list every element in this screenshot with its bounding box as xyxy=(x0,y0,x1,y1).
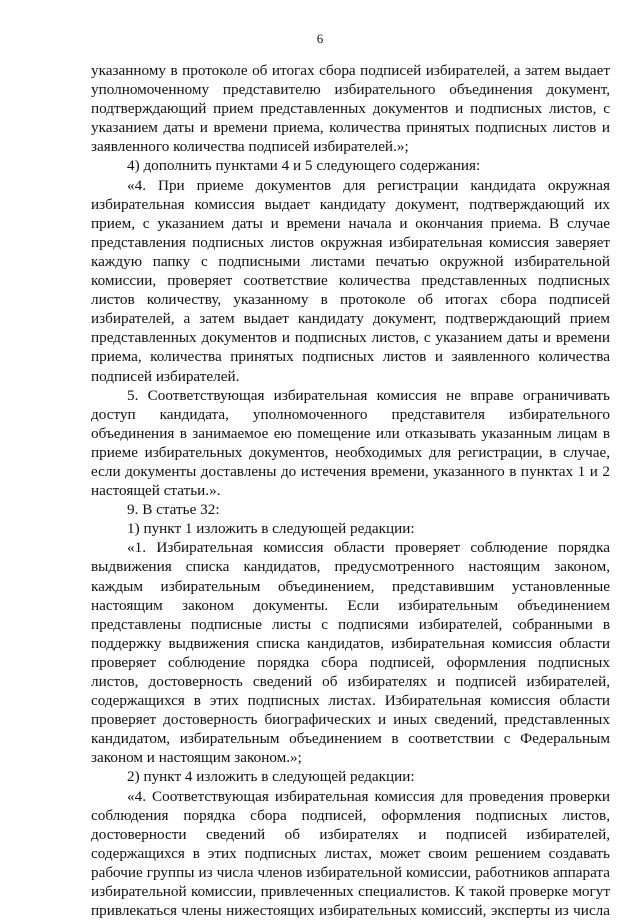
paragraph xyxy=(91,156,610,175)
text-line: «4. Соответствующая избирательная комиссия для проведения проверки xyxy=(127,787,610,805)
text-line: каждую папку с подписными листами печатью окружной избирательной xyxy=(91,252,610,270)
text-line: соблюдения порядка сбора подписей, оформления подписных листов, xyxy=(91,806,610,824)
text-line: рабочие группы из числа членов избирательной комиссии, работников аппарата xyxy=(91,863,610,881)
text-line: прием, с указанием даты и времени начала и окончания приема. В случае xyxy=(91,214,610,232)
text-line: уполномоченному представителю избирательного объединения документ, xyxy=(91,81,610,99)
text-line: 9. В статье 32: xyxy=(127,501,220,519)
text-line: привлекаться члены нижестоящих избирательных комиссий, эксперты из числа xyxy=(91,902,610,920)
text-line: представленных документов и подписных листов, с указанием даты и времени xyxy=(91,329,610,347)
paragraph xyxy=(91,500,610,519)
text-line: представления подписных листов окружная избирательная комиссия заверяет xyxy=(91,233,610,251)
page-number: 6 xyxy=(316,31,324,46)
text-line: законом и настоящим законом.»; xyxy=(91,749,302,767)
text-line: избирательной комиссии, привлеченных специалистов. К такой проверке могут xyxy=(91,883,610,901)
text-line: содержащихся в этих подписных листах, может своим решением создавать xyxy=(91,844,610,862)
text-line: 5. Соответствующая избирательная комиссия не вправе ограничивать xyxy=(127,386,610,404)
paragraph xyxy=(91,519,610,538)
paragraph xyxy=(91,787,610,920)
text-line: если документы доставлены до истечения времени, указанного в пунктах 1 и 2 xyxy=(91,462,610,480)
text-line: выдвижения списка кандидатов, предусмотренного настоящим законом, xyxy=(91,558,610,576)
text-line: приема, количества принятых подписных листов и заявленного количества xyxy=(91,348,610,366)
text-line: указанному в протоколе об итогах сбора подписей избирателей, а затем выдает xyxy=(91,62,610,79)
text-line: «4. При приеме документов для регистрации кандидата окружная xyxy=(127,176,610,194)
text-line: «1. Избирательная комиссия области проверяет соблюдение порядка xyxy=(127,539,610,557)
paragraph xyxy=(91,538,610,767)
text-line: поддержку выдвижения списка кандидатов, избирательная комиссия области xyxy=(91,634,610,652)
text-line: объединения в занимаемое ею помещение или отказывать указанным лицам в xyxy=(91,424,610,442)
text-line: избирателей, а затем выдает кандидату документ, подтверждающий прием xyxy=(91,310,610,328)
paragraph xyxy=(91,176,610,386)
text-line: настоящим законом документы. Если избирательным объединением xyxy=(91,596,610,614)
text-line: доступ кандидата, уполномоченного представителя избирательного xyxy=(91,405,610,423)
text-line: приеме избирательных документов, необходимых для регистрации, в случае, xyxy=(91,443,610,461)
text-line: проверяет соблюдение порядка сбора подписей, оформления подписных xyxy=(91,653,610,671)
text-line: каждым избирательным объединением, представившим установленные xyxy=(91,577,610,595)
text-line: листов количеству, указанному в протоколе об итогах сбора подписей xyxy=(91,291,610,309)
text-line: избирательная комиссия выдает кандидату документ, подтверждающий их xyxy=(91,195,610,213)
text-line: 2) пункт 4 изложить в следующей редакции: xyxy=(127,768,415,786)
text-line: кандидатом, избирательным объединением в соответствии с Федеральным xyxy=(91,730,610,748)
text-line: 1) пункт 1 изложить в следующей редакции: xyxy=(127,520,415,538)
text-line: содержащихся в этих подписных листах. Избирательная комиссия области xyxy=(91,692,610,710)
text-line: 4) дополнить пунктами 4 и 5 следующего содержания: xyxy=(127,157,481,175)
paragraph xyxy=(91,61,610,156)
text-line: проверяет достоверность биографических и иных сведений, представленных xyxy=(91,711,610,729)
text-line: комиссии, проверяет соответствие количества представленных подписных xyxy=(91,272,610,290)
paragraph xyxy=(91,767,610,786)
text-line: подписей избирателей. xyxy=(91,367,240,385)
text-line: подтверждающий прием представленных документов и подписных листов, с xyxy=(91,100,610,118)
paragraph xyxy=(91,386,610,501)
text-line: листов, достоверность сведений об избирателях и подписей избирателей, xyxy=(91,673,610,690)
text-line: достоверности сведений об избирателях и подписей избирателей, xyxy=(91,825,610,843)
text-line: представлены подписные листы с подписями избирателей, собранными в xyxy=(91,615,610,633)
text-line: настоящей статьи.». xyxy=(91,482,221,500)
text-line: заявленного количества подписей избирателей.»; xyxy=(91,138,409,156)
text-line: указанием даты и времени приема, количества принятых подписных листов и xyxy=(91,119,610,137)
document-body xyxy=(91,61,610,920)
